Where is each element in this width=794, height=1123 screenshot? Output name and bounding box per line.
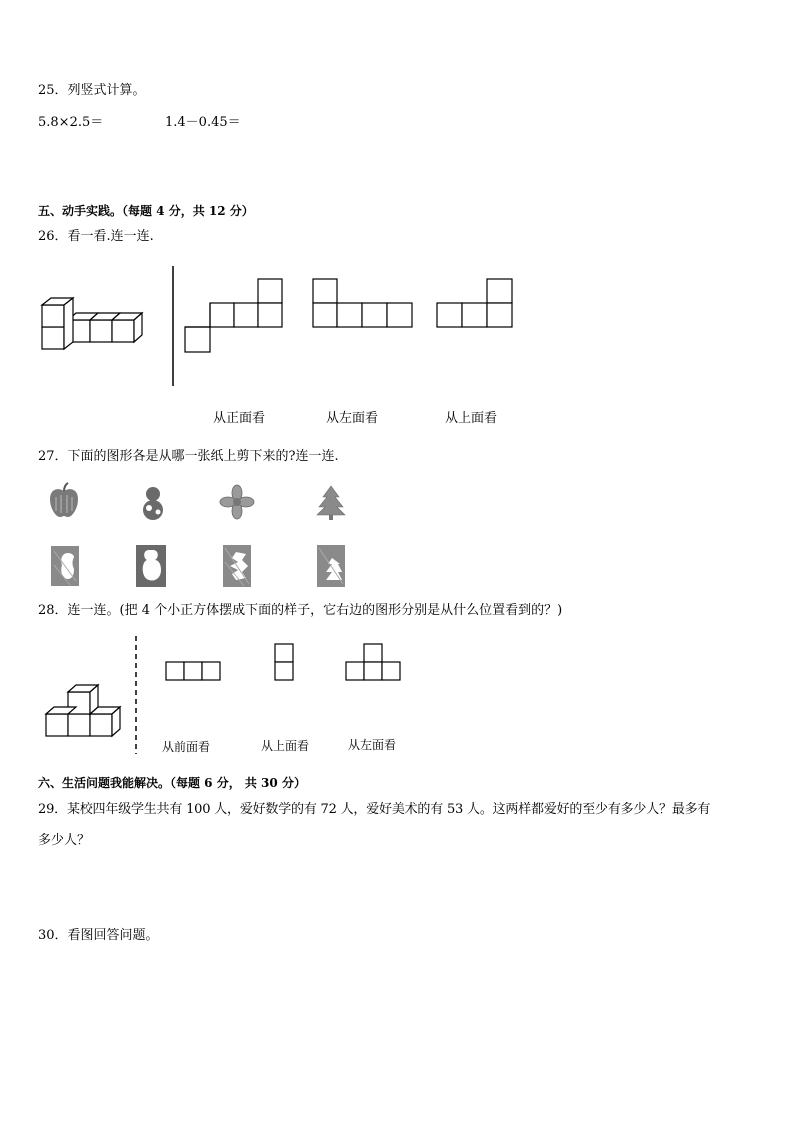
q29-line-1: 29．某校四年级学生共有 100 人，爱好数学的有 72 人，爱好美术的有 53 人。这两样都爱好的至少有多少人？最多有 [38,802,711,817]
q25-title: 25．列竖式计算。 [38,83,146,98]
section-5-heading: 五、动手实践。（每题 4 分，共 12 分） [38,204,254,218]
q30-title: 30．看图回答问题。 [38,928,159,943]
q25-expression-2: 1.4－0.45＝ [165,115,241,130]
flower-icon [220,485,254,519]
q25-expression-1: 5.8×2.5＝ [38,115,104,130]
paper-cut-3-icon [222,544,252,588]
q26-label-top: 从上面看 [445,411,498,426]
q28-cube-figure [44,680,126,738]
apple-icon [48,483,80,519]
paper-cut-2-icon [135,544,167,588]
tree-icon [315,485,347,521]
paper-cut-1-icon [50,545,80,587]
q28-label-top: 从上面看 [261,739,310,753]
q26-cube-figure [38,300,158,360]
q26-view-2 [312,278,414,330]
q26-label-left: 从左面看 [326,411,379,426]
q28-title: 28．连一连。(把 4 个小正方体摆成下面的样子，它右边的图形分别是从什么位置看到的？) [38,603,563,618]
q28-view-1 [165,661,221,681]
gourd-icon [139,485,167,521]
q28-view-3 [345,643,401,681]
paper-cut-4-icon [316,544,346,588]
q26-label-front: 从正面看 [213,411,266,426]
q26-view-3 [436,278,514,330]
q29-line-2: 多少人？ [38,833,91,848]
q28-divider [134,636,138,754]
q28-label-left: 从左面看 [348,738,397,752]
section-6-heading: 六、生活问题我能解决。（每题 6 分， 共 30 分） [38,776,306,790]
q26-divider [171,266,175,386]
q28-label-front: 从前面看 [162,740,211,754]
q27-title: 27．下面的图形各是从哪一张纸上剪下来的?连一连. [38,449,339,464]
q26-view-1 [184,278,284,354]
q26-title: 26．看一看.连一连. [38,229,154,244]
q28-view-2 [274,643,294,681]
